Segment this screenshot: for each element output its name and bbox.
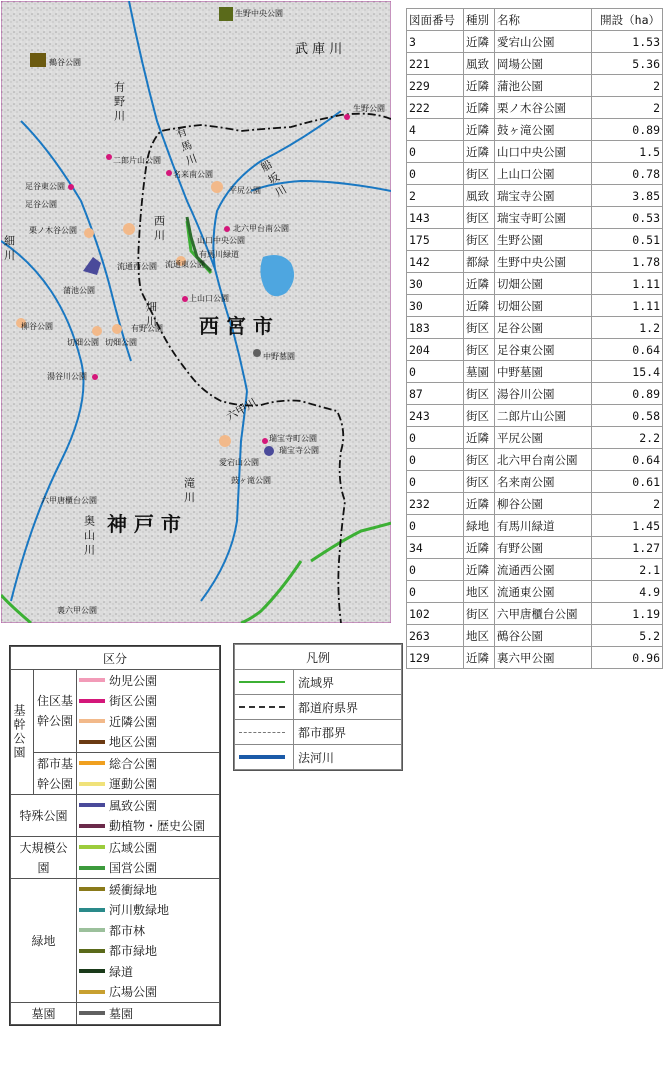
table-row [407, 449, 663, 471]
cell-type: 近隣 [464, 97, 495, 119]
legend-row-pref [235, 695, 402, 720]
park-label-yutanigawa: 湯谷川公園 [47, 372, 87, 381]
cell-number: 34 [407, 537, 464, 559]
park-label-atagoyama: 愛宕山公園 [219, 458, 259, 467]
group-toshi: 都市基幹公園 [36, 756, 73, 791]
label-kokuei: 国営公園 [109, 861, 158, 876]
watershed-map [1, 1, 391, 623]
cell-type: 地区 [464, 581, 495, 603]
park-label-arimagawa-ryokudo: 有馬川緑道 [199, 250, 239, 259]
cell-number: 183 [407, 317, 464, 339]
cell-number: 243 [407, 405, 464, 427]
table-row [407, 603, 663, 625]
cell-number: 102 [407, 603, 464, 625]
table-row [407, 207, 663, 229]
table-row [407, 515, 663, 537]
label-koiki: 広域公園 [109, 840, 158, 855]
cell-type: 街区 [464, 339, 495, 361]
cell-name: 生野中央公園 [495, 251, 592, 273]
label-kasenjiki: 河川敷緑地 [109, 903, 170, 918]
swatch-toshiryokuchi [79, 949, 105, 953]
swatch-yoji [79, 678, 105, 682]
legend-item-kokuei [77, 858, 219, 879]
legend-item-fuchi [77, 795, 219, 816]
label-basin-boundary: 流域界 [294, 670, 402, 695]
park-label-kirihata: 切畑公園 [67, 338, 99, 347]
table-row [407, 471, 663, 493]
cell-number: 30 [407, 295, 464, 317]
cell-number: 0 [407, 471, 464, 493]
swatch-kokuei [79, 866, 105, 870]
kobe-city-label: 神 戸 市 [107, 512, 181, 536]
park-label-yamaguchi-chuo: 山口中央公園 [197, 236, 245, 245]
label-pref-boundary: 都道府県界 [294, 695, 402, 720]
label-undo: 運動公園 [109, 777, 158, 792]
park-label-hirao: 平尻公園 [229, 186, 261, 195]
cell-area: 1.45 [592, 515, 663, 537]
river-sample [239, 755, 285, 759]
park-label-ikuno: 生野公園 [353, 104, 385, 113]
cell-type: 近隣 [464, 559, 495, 581]
cell-area: 2.1 [592, 559, 663, 581]
table-row [407, 405, 663, 427]
gaiku-park-8 [224, 226, 230, 232]
cell-area: 0.51 [592, 229, 663, 251]
cell-number: 0 [407, 515, 464, 537]
legend-item-kansho [77, 879, 219, 900]
cell-number: 263 [407, 625, 464, 647]
cell-number: 221 [407, 53, 464, 75]
legend-row-basin [235, 670, 402, 695]
table-row [407, 97, 663, 119]
park-label-kamiyamaguchi: 上山口公園 [189, 294, 229, 303]
legend-row-city [235, 720, 402, 745]
cell-area: 1.53 [592, 31, 663, 53]
cell-number: 87 [407, 383, 464, 405]
cell-name: 有馬川緑道 [495, 515, 592, 537]
cell-area: 1.2 [592, 317, 663, 339]
gaiku-park-2 [166, 170, 172, 176]
park-label-ryutsu-higashi: 流通東公園 [165, 260, 205, 269]
label-gaiku: 街区公園 [109, 694, 158, 709]
park-label-hirotani: 鵺谷公園 [49, 58, 81, 67]
cell-number: 229 [407, 75, 464, 97]
legend-item-kinrin [77, 711, 219, 732]
legend-item-boen [77, 1003, 219, 1024]
cell-type: 街区 [464, 603, 495, 625]
gaiku-park-5 [182, 296, 188, 302]
cell-number: 0 [407, 141, 464, 163]
park-table [406, 8, 663, 669]
table-row [407, 185, 663, 207]
cell-type: 街区 [464, 317, 495, 339]
cell-name: 蒲池公園 [495, 75, 592, 97]
legend-item-hiroba [77, 982, 219, 1003]
cell-area: 2 [592, 493, 663, 515]
park-label-ikuno-chuo: 生野中央公園 [235, 9, 283, 18]
swatch-koiki [79, 845, 105, 849]
table-row [407, 493, 663, 515]
table-row [407, 559, 663, 581]
table-row [407, 339, 663, 361]
cell-name: 中野墓園 [495, 361, 592, 383]
park-label-ashitani-higashi: 足谷東公園 [25, 182, 65, 191]
cell-number: 0 [407, 163, 464, 185]
label-sogo: 総合公園 [109, 756, 158, 771]
park-label-kitarokko: 北六甲台南公園 [233, 224, 289, 233]
label-toshirin: 都市林 [109, 923, 146, 938]
legend-item-gaiku [77, 691, 219, 712]
cell-name: 鼓ヶ滝公園 [495, 119, 592, 141]
cell-name: 岡場公園 [495, 53, 592, 75]
table-row [407, 295, 663, 317]
kinrin-park-2 [84, 228, 94, 238]
cell-type: 近隣 [464, 75, 495, 97]
group-tokushu: 特殊公園 [11, 795, 77, 837]
nishi-river-label: 西 川 [152, 215, 166, 241]
park-label-jirokatayama: 二郎片山公園 [113, 156, 161, 165]
cell-area: 2.2 [592, 427, 663, 449]
muko-river-label: 武 庫 川 [295, 42, 343, 57]
label-city-boundary: 都市郡界 [294, 720, 402, 745]
swatch-chiku [79, 740, 105, 744]
kinrin-park-6 [92, 326, 102, 336]
legend-row-river [235, 745, 402, 770]
kinrin-park-4 [112, 324, 122, 334]
cell-name: 栗ノ木谷公園 [495, 97, 592, 119]
cell-area: 5.36 [592, 53, 663, 75]
cell-type: 近隣 [464, 537, 495, 559]
cell-name: 六甲唐櫃台公園 [495, 603, 592, 625]
category-legend-title: 区分 [11, 647, 220, 670]
table-row [407, 383, 663, 405]
cell-name: 足谷東公園 [495, 339, 592, 361]
label-kinrin: 近隣公園 [109, 714, 158, 729]
table-row [407, 31, 663, 53]
cell-number: 0 [407, 427, 464, 449]
park-label-ashitani: 足谷公園 [25, 200, 57, 209]
cell-area: 15.4 [592, 361, 663, 383]
label-yoji: 幼児公園 [109, 673, 158, 688]
legend-item-kasenjiki [77, 900, 219, 921]
park-label-arino: 有野公園 [131, 324, 163, 333]
cell-name: 足谷公園 [495, 317, 592, 339]
legend-item-toshiryokuchi [77, 941, 219, 962]
cell-type: 都緑 [464, 251, 495, 273]
cell-area: 4.9 [592, 581, 663, 603]
cell-name: 柳谷公園 [495, 493, 592, 515]
legend-item-chiku [77, 732, 219, 753]
cell-type: 街区 [464, 229, 495, 251]
cell-type: 近隣 [464, 493, 495, 515]
table-row [407, 625, 663, 647]
cell-area: 1.11 [592, 295, 663, 317]
table-row [407, 75, 663, 97]
group-kikan: 基幹公園 [12, 704, 26, 760]
cell-type: 地区 [464, 625, 495, 647]
park-label-ryutsu-nishi: 流通西公園 [117, 262, 157, 271]
rokko-river-label: 六甲川 [224, 395, 260, 424]
cell-type: 近隣 [464, 273, 495, 295]
cell-number: 3 [407, 31, 464, 53]
cell-type: 墓園 [464, 361, 495, 383]
park-label-yanagitani: 柳谷公園 [21, 322, 53, 331]
cell-name: 上山口公園 [495, 163, 592, 185]
cell-type: 近隣 [464, 141, 495, 163]
cell-type: 近隣 [464, 119, 495, 141]
cell-type: 風致 [464, 53, 495, 75]
cell-type: 街区 [464, 383, 495, 405]
park-label-nakuru-minami: 名来南公園 [173, 170, 213, 179]
zuihoji-park-area [264, 446, 274, 456]
cell-area: 3.85 [592, 185, 663, 207]
cell-area: 0.61 [592, 471, 663, 493]
symbol-legend-title: 凡例 [235, 645, 402, 670]
legend-item-dobutsu [77, 816, 219, 837]
cell-type: 近隣 [464, 427, 495, 449]
symbol-legend [233, 643, 403, 771]
label-toshiryokuchi: 都市緑地 [109, 944, 158, 959]
cell-area: 0.89 [592, 119, 663, 141]
cell-name: 切畑公園 [495, 295, 592, 317]
kinrin-park-7 [219, 435, 231, 447]
cell-type: 風致 [464, 185, 495, 207]
cell-name: 平尻公園 [495, 427, 592, 449]
group-daikibo: 大規模公園 [19, 840, 68, 875]
table-row [407, 141, 663, 163]
cell-number: 0 [407, 559, 464, 581]
cell-name: 切畑公園 [495, 273, 592, 295]
label-fuchi: 風致公園 [109, 798, 158, 813]
cell-area: 0.64 [592, 339, 663, 361]
cell-name: 流通東公園 [495, 581, 592, 603]
legend-item-koiki [77, 837, 219, 858]
pref-boundary-sample [239, 706, 285, 708]
table-row [407, 163, 663, 185]
cell-area: 0.96 [592, 647, 663, 669]
cell-number: 232 [407, 493, 464, 515]
arima-river-label: 有 馬 川 [172, 124, 199, 167]
cell-type: 近隣 [464, 295, 495, 317]
cell-area: 1.27 [592, 537, 663, 559]
cell-number: 2 [407, 185, 464, 207]
col-header-number: 図面番号 [407, 9, 464, 31]
cell-area: 0.78 [592, 163, 663, 185]
ikuno-chuo-park-area [219, 7, 233, 21]
table-row [407, 647, 663, 669]
group-ryokuchi: 緑地 [11, 879, 77, 1003]
park-label-tsuzumigataki: 鼓ヶ滝公園 [231, 476, 271, 485]
cell-name: 鵺谷公園 [495, 625, 592, 647]
cell-area: 0.64 [592, 449, 663, 471]
swatch-undo [79, 782, 105, 786]
hoso-river-label: 細 川 [2, 235, 16, 261]
cell-area: 1.11 [592, 273, 663, 295]
legend-item-ryokudo [77, 961, 219, 982]
cell-number: 30 [407, 273, 464, 295]
swatch-fuchi [79, 803, 105, 807]
gaiku-park-6 [262, 438, 268, 444]
swatch-boen [79, 1011, 105, 1015]
label-kansho: 緩衝緑地 [109, 882, 158, 897]
cell-area: 0.89 [592, 383, 663, 405]
legend-item-toshirin [77, 920, 219, 941]
cell-area: 0.58 [592, 405, 663, 427]
legend-item-sogo [77, 753, 219, 774]
legend-item-yoji [77, 670, 219, 691]
cell-name: 生野公園 [495, 229, 592, 251]
kinrin-park-3 [211, 181, 223, 193]
table-row [407, 53, 663, 75]
label-chiku: 地区公園 [109, 735, 158, 750]
cell-name: 有野公園 [495, 537, 592, 559]
funasaka-river-label: 船 坂 川 [257, 157, 289, 199]
table-row [407, 251, 663, 273]
table-row [407, 273, 663, 295]
label-boen: 墓園 [109, 1006, 134, 1021]
cell-number: 175 [407, 229, 464, 251]
park-label-nakano-boen: 中野墓園 [263, 352, 295, 361]
map-background [1, 1, 391, 623]
park-table-body [407, 31, 663, 669]
cell-name: 瑞宝寺町公園 [495, 207, 592, 229]
table-header-row [407, 9, 663, 31]
cell-number: 129 [407, 647, 464, 669]
basin-boundary-sample [239, 681, 285, 683]
cell-type: 緑地 [464, 515, 495, 537]
swatch-gaiku [79, 699, 105, 703]
gaiku-park-1 [106, 154, 112, 160]
cell-number: 143 [407, 207, 464, 229]
hirotani-park-area [30, 53, 46, 67]
park-label-gamaike: 蒲池公園 [63, 286, 95, 295]
taki-river-label: 滝 川 [182, 477, 196, 503]
cell-name: 名来南公園 [495, 471, 592, 493]
table-row [407, 581, 663, 603]
cell-number: 204 [407, 339, 464, 361]
label-dobutsu: 動植物・歴史公園 [109, 819, 206, 834]
cell-number: 142 [407, 251, 464, 273]
cell-area: 1.5 [592, 141, 663, 163]
cell-area: 1.78 [592, 251, 663, 273]
okuyama-river-label: 奥 山 川 [82, 515, 96, 555]
label-hiroba: 広場公園 [109, 985, 158, 1000]
gaiku-park-3 [344, 114, 350, 120]
cell-type: 街区 [464, 471, 495, 493]
park-label-ura-rokko: 裏六甲公園 [57, 606, 97, 615]
cell-name: 流通西公園 [495, 559, 592, 581]
cell-name: 湯谷川公園 [495, 383, 592, 405]
col-header-type: 種別 [464, 9, 495, 31]
hata-river-label: 畑 川 [144, 301, 158, 327]
swatch-sogo [79, 761, 105, 765]
cell-area: 2 [592, 75, 663, 97]
cell-type: 近隣 [464, 31, 495, 53]
cell-number: 4 [407, 119, 464, 141]
group-jyuku: 住区基幹公園 [36, 694, 73, 728]
cell-name: 二郎片山公園 [495, 405, 592, 427]
table-row [407, 537, 663, 559]
cell-type: 近隣 [464, 647, 495, 669]
cell-area: 5.2 [592, 625, 663, 647]
arino-river-label: 有 野 川 [112, 81, 126, 121]
label-river: 法河川 [294, 745, 402, 770]
cell-number: 0 [407, 449, 464, 471]
table-row [407, 427, 663, 449]
col-header-area: 開設（ha） [592, 9, 663, 31]
park-label-kirihata2: 切畑公園 [105, 338, 137, 347]
category-legend [9, 645, 221, 1026]
park-label-zuihoji: 瑞宝寺公園 [279, 446, 319, 455]
swatch-kasenjiki [79, 908, 105, 912]
cell-name: 山口中央公園 [495, 141, 592, 163]
cell-area: 2 [592, 97, 663, 119]
table-row [407, 361, 663, 383]
swatch-kansho [79, 887, 105, 891]
cell-name: 愛宕山公園 [495, 31, 592, 53]
cell-type: 街区 [464, 207, 495, 229]
legend-item-undo [77, 774, 219, 795]
swatch-toshirin [79, 928, 105, 932]
cell-type: 街区 [464, 163, 495, 185]
cell-type: 街区 [464, 405, 495, 427]
park-label-rokko-karato: 六甲唐櫃台公園 [41, 496, 97, 505]
table-row [407, 119, 663, 141]
nishinomiya-city-label: 西 宮 市 [199, 314, 273, 338]
cell-number: 0 [407, 581, 464, 603]
cell-name: 裏六甲公園 [495, 647, 592, 669]
cell-name: 北六甲台南公園 [495, 449, 592, 471]
cell-number: 222 [407, 97, 464, 119]
group-boen: 墓園 [11, 1003, 77, 1025]
cell-area: 0.53 [592, 207, 663, 229]
table-row [407, 317, 663, 339]
nakano-cemetery-area [253, 349, 261, 357]
kinrin-park-1 [123, 223, 135, 235]
swatch-ryokudo [79, 969, 105, 973]
swatch-kinrin [79, 719, 105, 723]
label-ryokudo: 緑道 [109, 964, 134, 979]
cell-number: 0 [407, 361, 464, 383]
city-boundary-sample [239, 732, 285, 733]
cell-name: 瑞宝寺公園 [495, 185, 592, 207]
park-label-kurinokitani: 栗ノ木谷公園 [29, 226, 77, 235]
swatch-dobutsu [79, 824, 105, 828]
gaiku-park-4 [68, 184, 74, 190]
table-row [407, 229, 663, 251]
swatch-hiroba [79, 990, 105, 994]
park-label-zuihoji-machi: 瑞宝寺町公園 [269, 434, 317, 443]
cell-type: 街区 [464, 449, 495, 471]
gaiku-park-7 [92, 374, 98, 380]
cell-area: 1.19 [592, 603, 663, 625]
col-header-name: 名称 [495, 9, 592, 31]
